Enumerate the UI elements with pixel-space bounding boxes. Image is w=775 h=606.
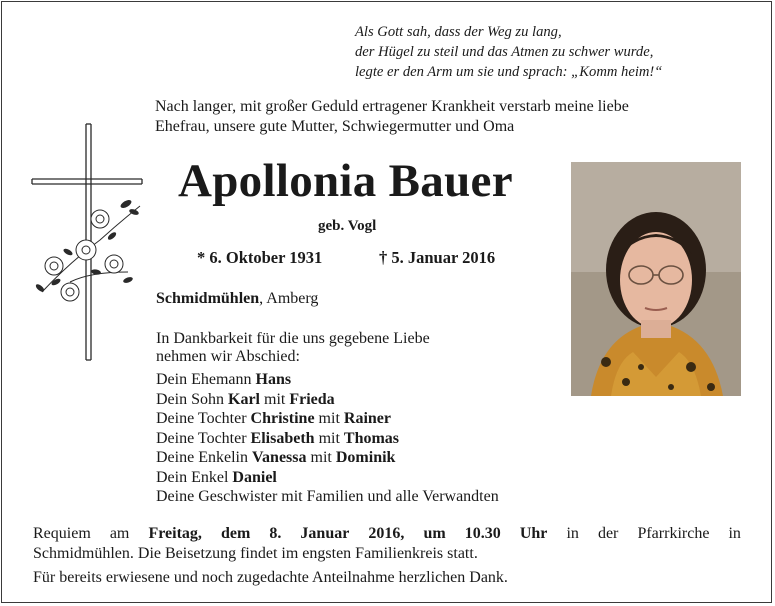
family-member: Dein Ehemann Hans xyxy=(156,371,292,388)
poem-line: Als Gott sah, dass der Weg zu lang, xyxy=(355,24,562,40)
family-member: Dein Enkel Daniel xyxy=(156,468,277,486)
deceased-name: Apollonia Bauer xyxy=(178,155,513,207)
farewell-line: nehmen wir Abschied: xyxy=(156,348,300,365)
family-member: Deine Enkelin Vanessa mit Dominik xyxy=(156,449,396,466)
family-member: Deine Geschwister mit Familien und alle Verwandten xyxy=(156,488,499,505)
intro-line: Nach langer, mit großer Geduld ertragener Krankheit verstarb meine liebe xyxy=(155,98,629,115)
family-member: Dein Sohn Karl mit Frieda xyxy=(156,390,335,408)
death-date: † 5. Januar 2016 xyxy=(379,248,496,267)
requiem-line-1: Requiem am Freitag, dem 8. Januar 2016, um 10.30 Uhr in der Pfarrkirche in xyxy=(33,525,741,542)
intro-line: Ehefrau, unsere gute Mutter, Schwiegermutter und Oma xyxy=(155,118,515,135)
cross-with-roses-icon xyxy=(30,122,148,362)
residence xyxy=(156,290,318,308)
family-list xyxy=(156,370,499,507)
poem-line: legte er den Arm um sie und sprach: „Komm heim!“ xyxy=(355,64,663,80)
residence-town: Schmidmühlen xyxy=(156,290,260,307)
farewell-text xyxy=(156,330,430,366)
intro-text xyxy=(155,97,629,137)
requiem-notice xyxy=(33,524,741,564)
residence-region: , Amberg xyxy=(259,290,319,307)
family-member: Deine Tochter Elisabeth mit Thomas xyxy=(156,429,400,447)
closing-thanks: Für bereits erwiesene und noch zugedachte Anteilnahme herzlichen Dank. xyxy=(33,569,508,586)
portrait-photo xyxy=(571,162,741,396)
family-member: Deine Tochter Christine mit Rainer xyxy=(156,410,391,427)
poem xyxy=(355,22,662,82)
maiden-name: geb. Vogl xyxy=(318,218,377,234)
poem-line: der Hügel zu steil und das Atmen zu schwer wurde, xyxy=(355,44,654,60)
farewell-line: In Dankbarkeit für die uns gegebene Liebe xyxy=(156,330,430,347)
birth-date: * 6. Oktober 1931 xyxy=(197,248,323,267)
requiem-line-2: Schmidmühlen. Die Beisetzung findet im engsten Familienkreis statt. xyxy=(33,545,478,562)
